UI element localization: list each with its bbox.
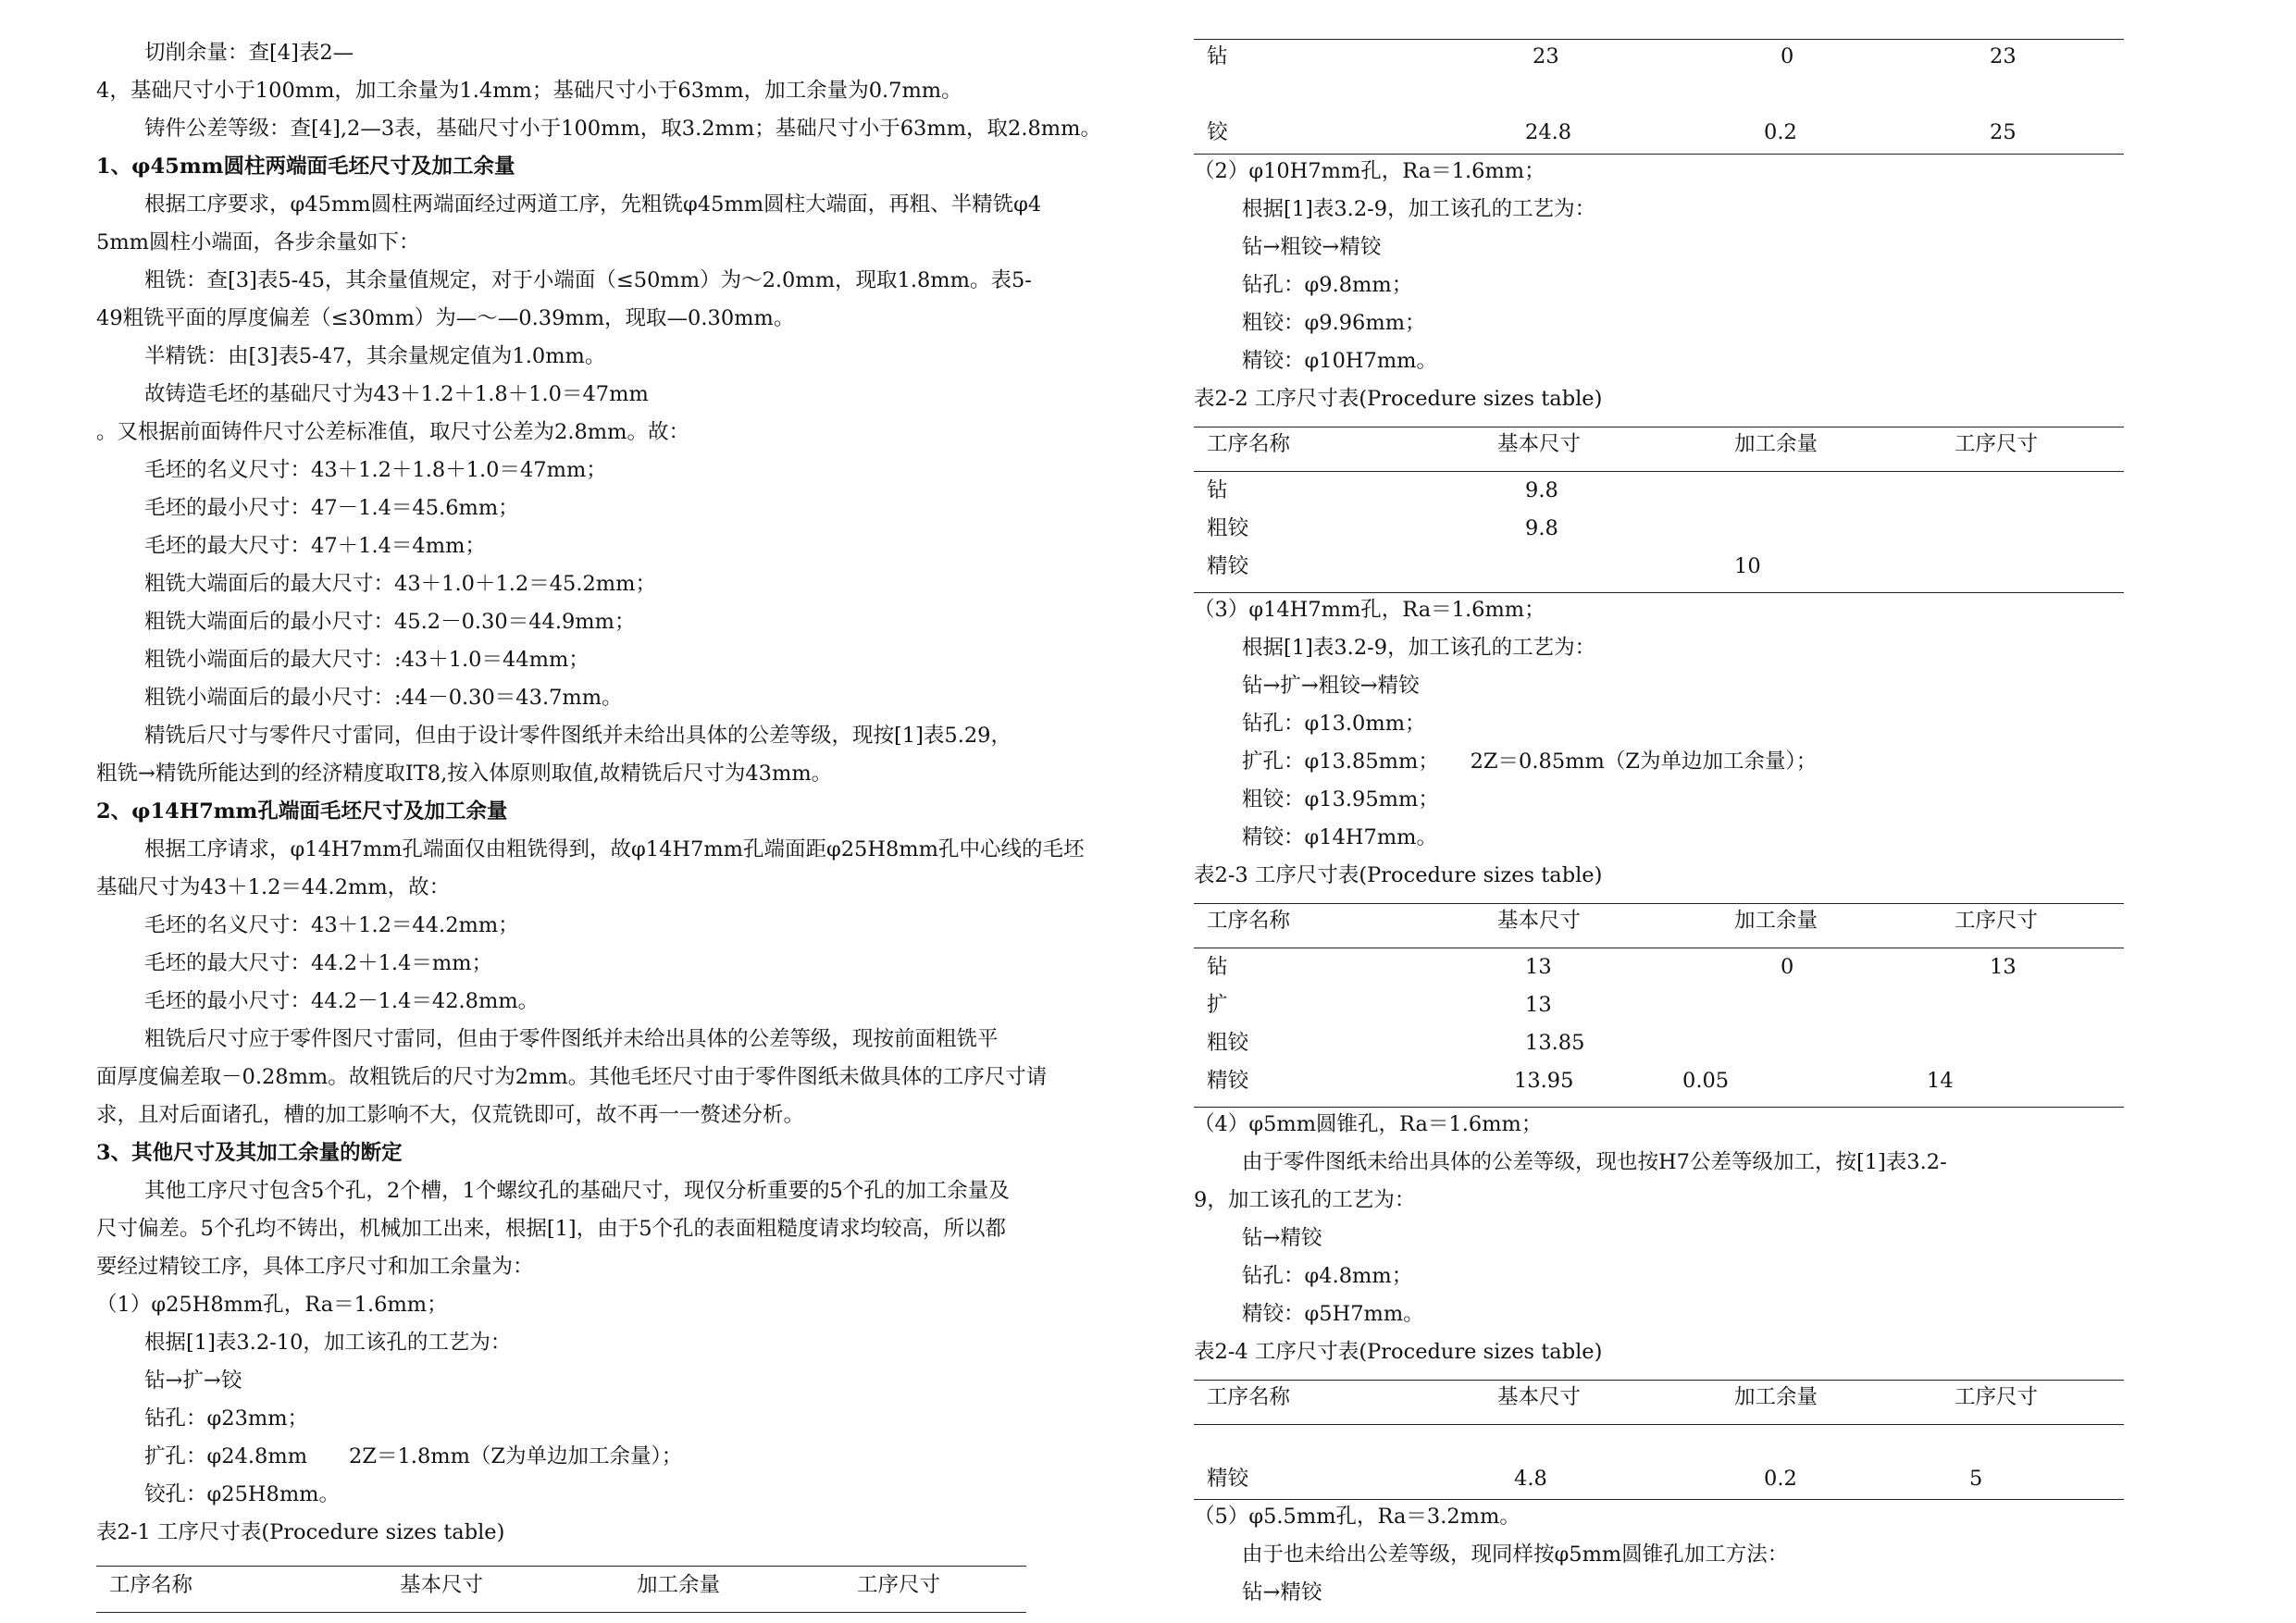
table-cell: 14 xyxy=(1927,1069,1954,1093)
table-cell: 10 xyxy=(1734,554,1761,578)
text-line: 粗铣小端面后的最大尺寸：:43＋1.0＝44mm； xyxy=(144,648,590,672)
table-cell: 钻 xyxy=(1207,478,1228,502)
text-line: 扩孔：φ24.8mm 2Z＝1.8mm（Z为单边加工余量）； xyxy=(144,1444,683,1468)
text-line: 钻孔：φ23mm； xyxy=(144,1406,309,1431)
table-cell: 23 xyxy=(1990,44,2017,68)
table-header-cell: 基本尺寸 xyxy=(400,1573,484,1597)
table-cell: 4.8 xyxy=(1514,1467,1547,1491)
table-cell: 扩 xyxy=(1207,993,1228,1017)
text-line: 钻→扩→铰 xyxy=(144,1369,242,1393)
table-caption: 表2-2 工序尺寸表(Procedure sizes table) xyxy=(1194,387,1603,411)
text-line: 4，基础尺寸小于100mm，加工余量为1.4mm；基础尺寸小于63mm，加工余量为0.7mm。 xyxy=(96,79,962,103)
text-line: 粗铣→精铣所能达到的经济精度取IT8,按入体原则取值,故精铣后尺寸为43mm。 xyxy=(96,762,833,786)
text-line: 铸件公差等级：查[4],2—3表，基础尺寸小于100mm，取3.2mm；基础尺寸小于63mm，取2.8mm。 xyxy=(144,117,1101,141)
text-line: 钻孔：φ4.8mm； xyxy=(1242,1264,1413,1288)
table-header-cell: 加工余量 xyxy=(1734,909,1818,933)
table-cell: 13 xyxy=(1525,955,1552,979)
section-heading: 2、φ14H7mm孔端面毛坯尺寸及加工余量 xyxy=(96,799,508,824)
text-line: 求，且对后面诸孔，槽的加工影响不大，仅荒铣即可，故不再一一赘述分析。 xyxy=(96,1103,805,1127)
table-header-cell: 工序尺寸 xyxy=(857,1573,941,1597)
text-line: 钻孔：φ9.8mm； xyxy=(1242,273,1413,297)
section-heading: 1、φ45mm圆柱两端面毛坯尺寸及加工余量 xyxy=(96,155,515,179)
table-cell: 9.8 xyxy=(1525,516,1558,540)
table-cell: 5 xyxy=(1969,1467,1983,1491)
text-line: 钻→粗铰→精铰 xyxy=(1242,235,1382,259)
text-line: 钻→精铰 xyxy=(1242,1226,1322,1250)
text-line: 基础尺寸为43＋1.2＝44.2mm，故： xyxy=(96,875,451,899)
table-bottom-rule xyxy=(1194,592,2124,593)
table-cell: 钻 xyxy=(1207,44,1228,68)
text-line: 粗铣后尺寸应于零件图尺寸雷同，但由于零件图纸并未给出具体的公差等级，现按前面粗铣平 xyxy=(144,1027,999,1051)
text-line: 5mm圆柱小端面，各步余量如下： xyxy=(96,230,420,254)
text-line: 根据工序要求，φ45mm圆柱两端面经过两道工序，先粗铣φ45mm圆柱大端面，再粗、半精铣φ4 xyxy=(144,192,1042,217)
text-line: 精铣后尺寸与零件尺寸雷同，但由于设计零件图纸并未给出具体的公差等级，现按[1]表5.29， xyxy=(144,724,1011,748)
text-line: 要经过精铰工序，具体工序尺寸和加工余量为： xyxy=(96,1255,534,1279)
text-line: 精铰：φ10H7mm。 xyxy=(1242,349,1437,373)
table-header-rule xyxy=(96,1612,1026,1613)
text-line: 粗铰：φ13.95mm； xyxy=(1242,787,1439,812)
table-bottom-rule xyxy=(1194,1107,2124,1108)
table-cell: 23 xyxy=(1533,44,1559,68)
table-header-cell: 工序名称 xyxy=(1207,909,1291,933)
text-line: （2）φ10H7mm孔，Ra＝1.6mm； xyxy=(1194,159,1545,183)
text-line: 扩孔：φ13.85mm； 2Z＝0.85mm（Z为单边加工余量）； xyxy=(1242,750,1818,774)
text-line: 钻→扩→粗铰→精铰 xyxy=(1242,674,1420,698)
text-line: 粗铣大端面后的最大尺寸：43＋1.0＋1.2＝45.2mm； xyxy=(144,572,656,596)
text-line: 面厚度偏差取－0.28mm。故粗铣后的尺寸为2mm。其他毛坯尺寸由于零件图纸未做具体的工序尺寸请 xyxy=(96,1065,1048,1089)
table-cell: 钻 xyxy=(1207,955,1228,979)
table-top-rule xyxy=(96,1566,1026,1567)
table-cell: 0.05 xyxy=(1682,1069,1730,1093)
text-line: 由于也未给出公差等级，现同样按φ5mm圆锥孔加工方法： xyxy=(1242,1542,1789,1567)
text-line: 故铸造毛坯的基础尺寸为43＋1.2＋1.8＋1.0＝47mm xyxy=(144,382,649,406)
table-cell: 精铰 xyxy=(1207,1069,1249,1093)
table-header-cell: 基本尺寸 xyxy=(1497,432,1582,456)
text-line: 粗铰：φ9.96mm； xyxy=(1242,311,1426,335)
table-cell: 粗铰 xyxy=(1207,516,1249,540)
text-line: 毛坯的最大尺寸：47＋1.4＝4mm； xyxy=(144,534,486,558)
text-line: 粗铣小端面后的最小尺寸：:44－0.30＝43.7mm。 xyxy=(144,686,623,710)
table-cell: 13 xyxy=(1990,955,2017,979)
table-cell: 24.8 xyxy=(1525,120,1572,144)
table-cell: 0.2 xyxy=(1764,1467,1797,1491)
text-line: 毛坯的名义尺寸：43＋1.2＋1.8＋1.0＝47mm； xyxy=(144,458,607,482)
table-cell: 9.8 xyxy=(1525,478,1558,502)
table-header-cell: 工序尺寸 xyxy=(1955,909,2039,933)
text-line: 粗铣：查[3]表5-45，其余量值规定，对于小端面（≤50mm）为～2.0mm，现取1.8mm。表5- xyxy=(144,268,1032,292)
text-line: 尺寸偏差。5个孔均不铸出，机械加工出来，根据[1]，由于5个孔的表面粗糙度请求均较高，所以都 xyxy=(96,1217,1007,1241)
text-line: 根据[1]表3.2-9，加工该孔的工艺为： xyxy=(1242,197,1596,221)
table-cell: 精铰 xyxy=(1207,554,1249,578)
table-cell: 0.2 xyxy=(1764,120,1797,144)
table-header-rule xyxy=(1194,1424,2124,1425)
table-cell: 铰 xyxy=(1207,120,1228,144)
table-cell: 0 xyxy=(1781,44,1794,68)
table-cell: 13.95 xyxy=(1514,1069,1574,1093)
text-line: 49粗铣平面的厚度偏差（≤30mm）为—～—0.39mm，现取—0.30mm。 xyxy=(96,306,795,330)
text-line: （1）φ25H8mm孔，Ra＝1.6mm； xyxy=(96,1293,448,1317)
text-line: 由于零件图纸未给出具体的公差等级，现也按H7公差等级加工，按[1]表3.2- xyxy=(1242,1150,1947,1174)
text-line: 根据工序请求，φ14H7mm孔端面仅由粗铣得到，故φ14H7mm孔端面距φ25H8mm孔中心线的毛坯 xyxy=(144,837,1085,861)
text-line: 根据[1]表3.2-10，加工该孔的工艺为： xyxy=(144,1331,512,1355)
text-line: 毛坯的最小尺寸：44.2－1.4＝42.8mm。 xyxy=(144,989,540,1013)
table-cell: 13 xyxy=(1525,993,1552,1017)
table-top-rule xyxy=(1194,39,2124,40)
table-header-cell: 加工余量 xyxy=(1734,1385,1818,1409)
text-line: 9，加工该孔的工艺为： xyxy=(1194,1188,1416,1212)
table-cell: 粗铰 xyxy=(1207,1031,1249,1055)
text-line: 铰孔：φ25H8mm。 xyxy=(144,1482,340,1506)
text-line: 切削余量：查[4]表2— xyxy=(144,41,354,65)
text-line: 毛坯的最大尺寸：44.2＋1.4＝mm； xyxy=(144,951,493,975)
text-line: 其他工序尺寸包含5个孔，2个槽，1个螺纹孔的基础尺寸，现仅分析重要的5个孔的加工余量及 xyxy=(144,1179,1010,1203)
text-line: （4）φ5mm圆锥孔，Ra＝1.6mm； xyxy=(1194,1112,1543,1136)
text-line: 毛坯的最小尺寸：47－1.4＝45.6mm； xyxy=(144,496,519,520)
text-line: 粗铣大端面后的最小尺寸：45.2－0.30＝44.9mm； xyxy=(144,610,636,634)
text-line: 精铰：φ5H7mm。 xyxy=(1242,1302,1424,1326)
table-header-cell: 工序名称 xyxy=(1207,1385,1291,1409)
text-line: 半精铣：由[3]表5-47，其余量规定值为1.0mm。 xyxy=(144,344,606,368)
table-header-cell: 加工余量 xyxy=(637,1573,721,1597)
table-cell: 13.85 xyxy=(1525,1031,1585,1055)
table-header-cell: 工序尺寸 xyxy=(1955,1385,2039,1409)
table-header-rule xyxy=(1194,471,2124,472)
table-header-cell: 基本尺寸 xyxy=(1497,1385,1582,1409)
text-line: 钻孔：φ13.0mm； xyxy=(1242,712,1426,736)
table-cell: 0 xyxy=(1781,955,1794,979)
table-header-cell: 工序尺寸 xyxy=(1955,432,2039,456)
table-cell: 25 xyxy=(1990,120,2017,144)
table-caption: 表2-3 工序尺寸表(Procedure sizes table) xyxy=(1194,863,1603,887)
text-line: 钻→精铰 xyxy=(1242,1580,1322,1604)
text-line: （3）φ14H7mm孔，Ra＝1.6mm； xyxy=(1194,598,1545,622)
text-line: 毛坯的名义尺寸：43＋1.2＝44.2mm； xyxy=(144,913,519,937)
table-caption: 表2-1 工序尺寸表(Procedure sizes table) xyxy=(96,1520,505,1544)
table-bottom-rule xyxy=(1194,154,2124,155)
table-cell: 精铰 xyxy=(1207,1467,1249,1491)
table-header-cell: 加工余量 xyxy=(1734,432,1818,456)
text-line: 根据[1]表3.2-9，加工该孔的工艺为： xyxy=(1242,636,1596,660)
text-line: （5）φ5.5mm孔，Ra＝3.2mm。 xyxy=(1194,1505,1520,1529)
table-header-cell: 工序名称 xyxy=(109,1573,193,1597)
table-caption: 表2-4 工序尺寸表(Procedure sizes table) xyxy=(1194,1340,1603,1364)
table-bottom-rule xyxy=(1194,1499,2124,1500)
table-header-cell: 工序名称 xyxy=(1207,432,1291,456)
table-top-rule xyxy=(1194,1380,2124,1381)
text-line: 。又根据前面铸件尺寸公差标准值，取尺寸公差为2.8mm。故： xyxy=(96,420,689,444)
table-header-cell: 基本尺寸 xyxy=(1497,909,1582,933)
table-top-rule xyxy=(1194,903,2124,904)
text-line: 精铰：φ14H7mm。 xyxy=(1242,825,1437,849)
section-heading: 3、其他尺寸及其加工余量的断定 xyxy=(96,1141,403,1165)
